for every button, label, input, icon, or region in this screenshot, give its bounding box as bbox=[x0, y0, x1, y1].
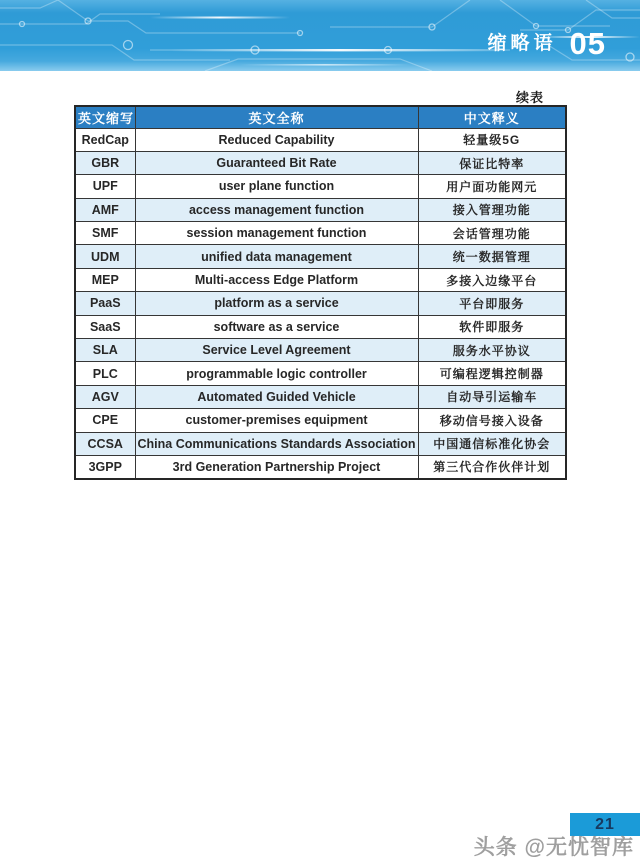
meaning-cell: 第三代合作伙伴计划 bbox=[418, 455, 566, 478]
meaning-cell: 平台即服务 bbox=[418, 292, 566, 315]
abbr-cell: 3GPP bbox=[75, 455, 135, 478]
continued-table-label: 续表 bbox=[515, 90, 544, 105]
fullname-cell: session management function bbox=[135, 222, 418, 245]
table-row bbox=[75, 362, 566, 385]
abbr-cell: SLA bbox=[75, 339, 135, 362]
abbr-cell: SaaS bbox=[75, 315, 135, 338]
abbreviation-table bbox=[74, 105, 567, 480]
table-row bbox=[75, 128, 566, 151]
meaning-cell: 接入管理功能 bbox=[418, 198, 566, 221]
abbr-cell: GBR bbox=[75, 151, 135, 174]
meaning-cell: 轻量级5G bbox=[418, 128, 566, 151]
table-header bbox=[75, 106, 566, 128]
abbr-cell: PLC bbox=[75, 362, 135, 385]
abbr-cell: CCSA bbox=[75, 432, 135, 455]
fullname-cell: 3rd Generation Partnership Project bbox=[135, 455, 418, 478]
fullname-cell: user plane function bbox=[135, 175, 418, 198]
section-title: 缩略语 bbox=[487, 33, 557, 55]
table-header-row bbox=[75, 106, 566, 128]
table-row bbox=[75, 455, 566, 478]
fullname-cell: Multi-access Edge Platform bbox=[135, 268, 418, 291]
meaning-cell: 会话管理功能 bbox=[418, 222, 566, 245]
table-row bbox=[75, 175, 566, 198]
meaning-cell: 统一数据管理 bbox=[418, 245, 566, 268]
table-row bbox=[75, 292, 566, 315]
abbr-cell: AMF bbox=[75, 198, 135, 221]
table-body bbox=[75, 128, 566, 479]
fullname-cell: Guaranteed Bit Rate bbox=[135, 151, 418, 174]
meaning-cell: 可编程逻辑控制器 bbox=[418, 362, 566, 385]
fullname-cell: Automated Guided Vehicle bbox=[135, 385, 418, 408]
watermark-text: 头条 @无忧智库 bbox=[473, 836, 634, 859]
meaning-cell: 自动导引运输车 bbox=[418, 385, 566, 408]
meaning-cell: 保证比特率 bbox=[418, 151, 566, 174]
abbr-cell: CPE bbox=[75, 409, 135, 432]
fullname-cell: access management function bbox=[135, 198, 418, 221]
abbr-cell: UDM bbox=[75, 245, 135, 268]
meaning-cell: 用户面功能网元 bbox=[418, 175, 566, 198]
fullname-cell: unified data management bbox=[135, 245, 418, 268]
header-meaning: 中文释义 bbox=[418, 106, 566, 128]
meaning-cell: 移动信号接入设备 bbox=[418, 409, 566, 432]
page-header-banner bbox=[0, 0, 640, 71]
fullname-cell: Service Level Agreement bbox=[135, 339, 418, 362]
abbr-cell: RedCap bbox=[75, 128, 135, 151]
table-row bbox=[75, 245, 566, 268]
abbr-cell: MEP bbox=[75, 268, 135, 291]
meaning-cell: 服务水平协议 bbox=[418, 339, 566, 362]
table-row bbox=[75, 268, 566, 291]
table-row bbox=[75, 222, 566, 245]
table-row bbox=[75, 385, 566, 408]
table-row bbox=[75, 151, 566, 174]
fullname-cell: customer-premises equipment bbox=[135, 409, 418, 432]
table-row bbox=[75, 339, 566, 362]
meaning-cell: 软件即服务 bbox=[418, 315, 566, 338]
abbr-cell: AGV bbox=[75, 385, 135, 408]
table-row bbox=[75, 315, 566, 338]
section-number: 05 bbox=[569, 26, 606, 61]
table-row bbox=[75, 432, 566, 455]
fullname-cell: platform as a service bbox=[135, 292, 418, 315]
abbr-cell: SMF bbox=[75, 222, 135, 245]
table-row bbox=[75, 409, 566, 432]
page-number: 21 bbox=[595, 815, 615, 833]
fullname-cell: programmable logic controller bbox=[135, 362, 418, 385]
header-abbr: 英文缩写 bbox=[75, 106, 135, 128]
table-row bbox=[75, 198, 566, 221]
fullname-cell: Reduced Capability bbox=[135, 128, 418, 151]
fullname-cell: software as a service bbox=[135, 315, 418, 338]
header-fullname: 英文全称 bbox=[135, 106, 418, 128]
section-title-block bbox=[487, 26, 607, 61]
abbr-cell: PaaS bbox=[75, 292, 135, 315]
meaning-cell: 中国通信标准化协会 bbox=[418, 432, 566, 455]
abbr-cell: UPF bbox=[75, 175, 135, 198]
meaning-cell: 多接入边缘平台 bbox=[418, 268, 566, 291]
fullname-cell: China Communications Standards Association bbox=[135, 432, 418, 455]
